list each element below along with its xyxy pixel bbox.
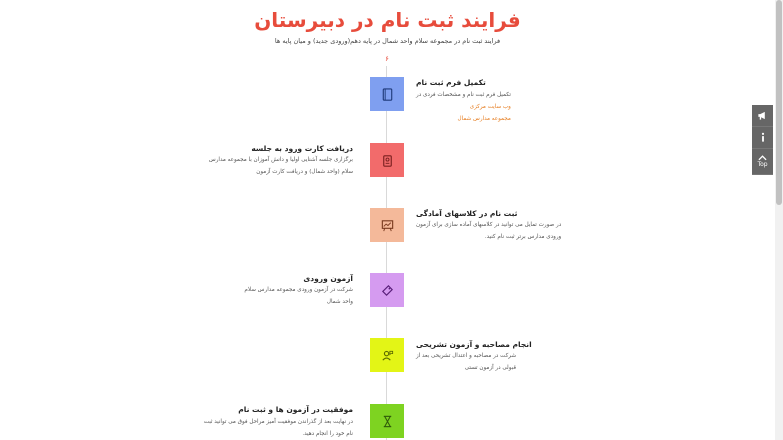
step-4-desc-line1: شرکت در آزمون ورودی مجموعه مدارس سلام [244, 287, 353, 293]
step-3-icon-box [370, 208, 404, 242]
step-2-icon-box [370, 143, 404, 177]
step-3-desc-line2: ورودی مدارس برتر ثبت نام کنید. [484, 234, 562, 240]
timeline-start-marker: ۶ [385, 55, 389, 63]
scrollbar-thumb[interactable] [776, 0, 782, 205]
step-3-desc-line1: در صورت تمایل می توانید در کلاسهای آماده سازی برای آزمون [416, 222, 562, 228]
megaphone-icon [757, 110, 768, 121]
step-1-description [416, 89, 511, 125]
step-1-desc-line1: تکمیل فرم ثبت نام و مشخصات فردی در [416, 92, 511, 98]
page-scrollbar[interactable] [775, 0, 783, 440]
step-6-description [204, 416, 353, 440]
step-3-description [416, 219, 561, 243]
step-3-title: ثبت نام در کلاسهای آمادگی [416, 209, 518, 218]
notebook-icon [380, 87, 395, 102]
page-subtitle: فرایند ثبت نام در مجموعه سلام واحد شمال در پایه دهم(ورودی جدید) و میان پایه ها [274, 37, 501, 45]
step-6-desc-line2: نام خود را انجام دهید. [302, 431, 353, 437]
step-6-title: موفقیت در آزمون ها و ثبت نام [238, 405, 353, 414]
side-floating-panel [752, 105, 773, 175]
interview-person-icon [380, 348, 395, 363]
step-2-description [209, 154, 353, 178]
step-5-description [416, 350, 516, 374]
step-1-central-site-link[interactable]: وب سایت مرکزی [469, 104, 511, 110]
hourglass-icon [380, 414, 395, 429]
step-5-desc-line1: شرکت در مصاحبه و اعتدال تشریحی بعد از [416, 353, 517, 359]
step-1-icon-box [370, 77, 404, 111]
scroll-to-top-button[interactable] [752, 149, 773, 175]
step-5-desc-line2: قبولی در آزمون تستی [464, 365, 517, 371]
step-5-title: انجام مصاحبه و آزمون تشریحی [416, 340, 532, 349]
scroll-to-top-label: Top [757, 161, 768, 168]
step-6-desc-line1: در نهایت بعد از گذراندن موفقیت آمیز مراحل فوق می توانید ثبت [203, 419, 353, 425]
presentation-board-icon [380, 218, 395, 233]
info-icon [758, 132, 768, 143]
announcement-button[interactable] [752, 105, 773, 127]
step-4-title: آزمون ورودی [303, 274, 353, 283]
ticket-icon [380, 283, 395, 298]
page-title: فرایند ثبت نام در دبیرستان [254, 8, 521, 32]
step-2-desc-line1: برگزاری جلسه آشنایی اولیا و دانش آموزان با مجموعه مدارس [208, 157, 353, 163]
step-2-title: دریافت کارت ورود به جلسه [251, 144, 353, 153]
step-4-icon-box [370, 273, 404, 307]
timeline-line [386, 66, 387, 440]
step-6-icon-box [370, 404, 404, 438]
step-4-desc-line2: واحد شمال [326, 299, 353, 305]
id-badge-icon [380, 153, 395, 168]
step-1-title: تکمیل فرم ثبت نام [416, 78, 486, 87]
step-4-description [244, 284, 353, 308]
info-button[interactable] [752, 127, 773, 149]
step-5-icon-box [370, 338, 404, 372]
step-1-desc-line2[interactable]: مجموعه مدارس شمال [457, 116, 511, 122]
step-2-desc-line2: سلام (واحد شمال) و دریافت کارت آزمون [256, 169, 353, 175]
